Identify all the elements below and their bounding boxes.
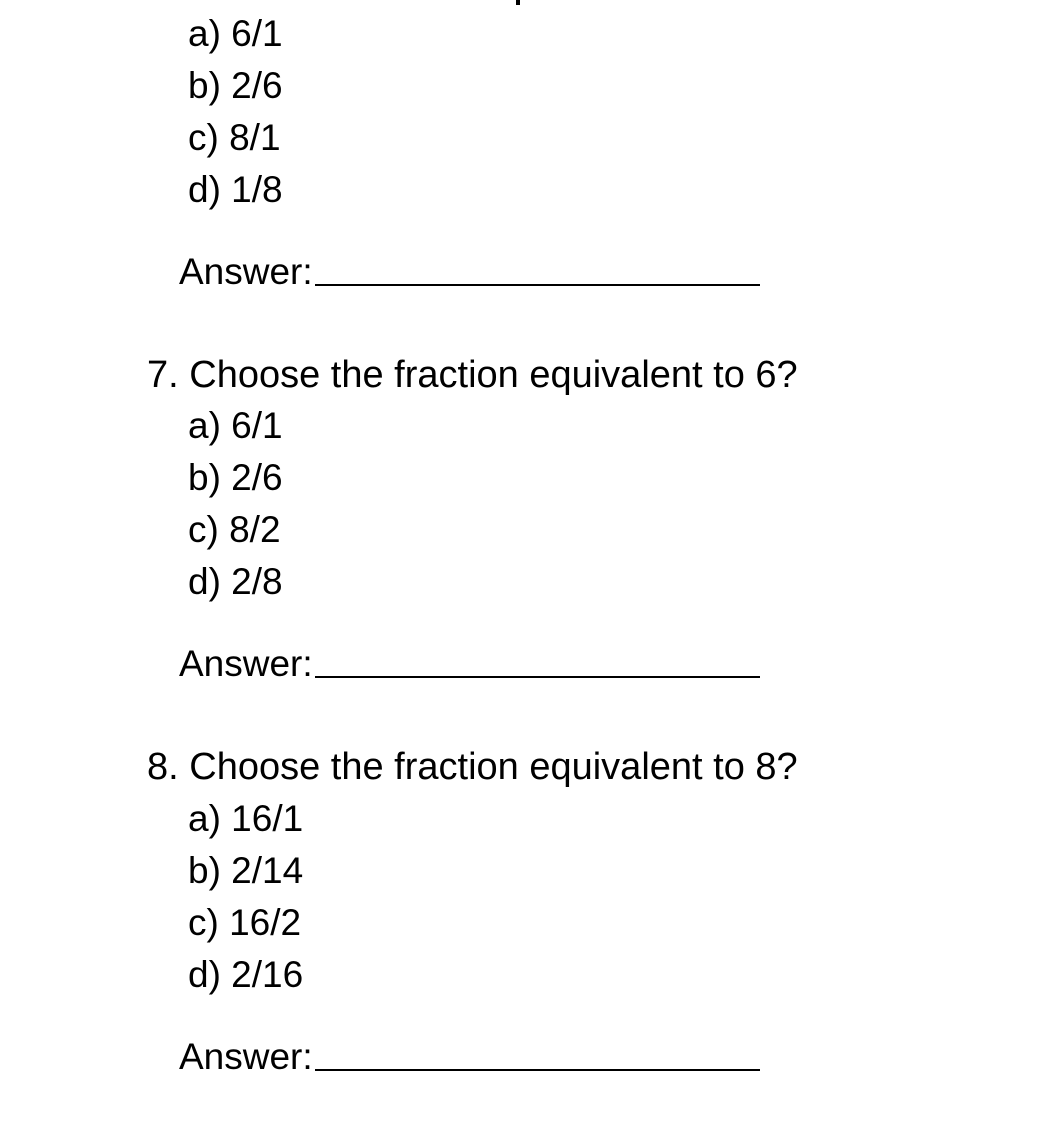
option-c: c) 16/2 — [188, 902, 302, 943]
option-a: a) 6/1 — [188, 13, 283, 54]
answer-blank[interactable] — [315, 1035, 760, 1071]
option-d: d) 2/16 — [188, 954, 304, 995]
option-b: b) 2/14 — [188, 850, 304, 891]
option-d: d) 1/8 — [188, 169, 283, 210]
answer-label: Answer: — [179, 251, 313, 292]
answer-blank[interactable] — [315, 250, 760, 286]
answer-row — [179, 642, 760, 686]
option-a: a) 6/1 — [188, 405, 283, 446]
option-b: b) 2/6 — [188, 457, 283, 498]
question-8-text: 8. Choose the fraction equivalent to 8? — [147, 746, 798, 788]
option-a: a) 16/1 — [188, 798, 304, 839]
option-d: d) 2/8 — [188, 561, 283, 602]
option-b: b) 2/6 — [188, 65, 283, 106]
answer-row — [179, 1035, 760, 1079]
answer-label: Answer: — [179, 643, 313, 684]
option-c: c) 8/2 — [188, 509, 281, 550]
answer-label: Answer: — [179, 1036, 313, 1077]
option-c: c) 8/1 — [188, 117, 281, 158]
answer-row — [179, 250, 760, 294]
clipped-text-fragment — [516, 0, 520, 5]
answer-blank[interactable] — [315, 642, 760, 678]
question-7-text: 7. Choose the fraction equivalent to 6? — [147, 354, 798, 396]
